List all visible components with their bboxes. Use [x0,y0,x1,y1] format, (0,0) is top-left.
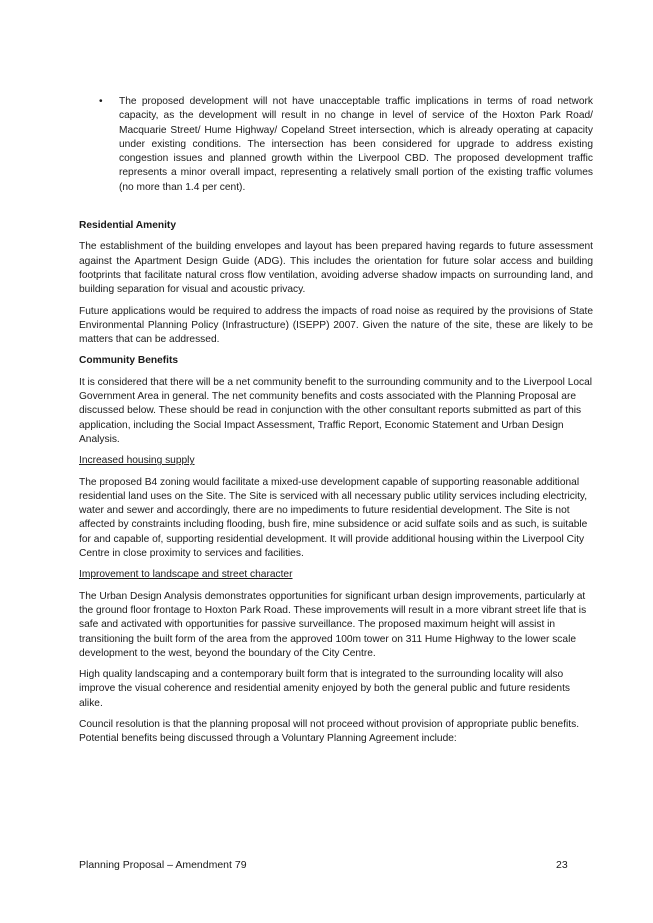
subheading-landscape: Improvement to landscape and street character [79,569,293,581]
page-content [79,95,593,747]
bullet-icon: • [99,96,103,107]
paragraph-landscape-1: The Urban Design Analysis demonstrates opportunities for significant urban design improvements, particularly at the ground floor frontage to Hoxton Park Road. These improvements will result in a more vibrant street life that is safe and activated with opportunities for passive surveillance. The proposed maximum height will assist in transitioning the built form of the area from the approved 100m tower on 311 Hume Highway to the lower scale development to the west, beyond the boundary of the City Centre. [79,590,587,659]
paragraph-landscape-3: Council resolution is that the planning proposal will not proceed without provision of appropriate public benefits. Potential benefits being discussed through a Voluntary Planning Agreement include: [79,718,580,745]
heading-residential-amenity: Residential Amenity [79,220,176,232]
bullet-item [79,95,593,195]
paragraph-housing-supply-1: The proposed B4 zoning would facilitate a mixed-use development capable of supporting reasonable additional residential land uses on the Site. The Site is serviced with all necessary public utility services including electricity, water and sewer and accordingly, there are no impediments to future residential development. The Site is not affected by constraints including flooding, bush fire, mine subsidence or acid sulfate soils and as such, is suitable for and capable of, supporting residential development. It will provide additional housing within the Liverpool City Centre in close proximity to services and facilities. [79,476,588,560]
paragraph-residential-amenity-2: Future applications would be required to address the impacts of road noise as required by the provisions of State Environmental Planning Policy (Infrastructure) (ISEPP) 2007. Given the nature of the site, these are likely to be matters that can be addressed. [79,305,593,346]
paragraph-landscape-2: High quality landscaping and a contemporary built form that is integrated to the surrounding locality will also improve the visual coherence and residential amenity enjoyed by both the general public and future residents alike. [79,669,570,709]
heading-community-benefits: Community Benefits [79,355,179,367]
paragraph-community-benefits-1: It is considered that there will be a net community benefit to the surrounding community and to the Liverpool Local Government Area in general. The net community benefits and costs associated with the Planning Proposal are discussed below. These should be read in conjunction with the other consultant reports submitted as part of this application, including the Social Impact Assessment, Traffic Report, Economic Statement and Urban Design Analysis. [79,376,593,445]
footer-page-number: 23 [556,859,568,871]
paragraph-residential-amenity-1: The establishment of the building envelopes and layout has been prepared having regards to future assessment against the Apartment Design Guide (ADG). This includes the orientation for future solar access and building footprints that facilitate natural cross flow ventilation, avoiding adverse shadow impacts on surrounding land, and building separation for visual and acoustic privacy. [79,241,593,296]
subheading-housing-supply: Increased housing supply [79,455,195,467]
bullet-text-traffic: The proposed development will not have unacceptable traffic implications in terms of road network capacity, as the development will result in no change in level of service of the Hoxton Park Road/ Macquarie Street/ Hume Highway/ Copeland Street intersection, which is already operating at capacity under existing conditions. The intersection has been considered for upgrade to address existing congestion issues and planned growth within the Liverpool CBD. The proposed development traffic represents a minor overall impact, representing a relatively small portion of the existing traffic volumes (no more than 1.4 per cent). [119,96,593,193]
footer-title: Planning Proposal – Amendment 79 [79,859,247,871]
